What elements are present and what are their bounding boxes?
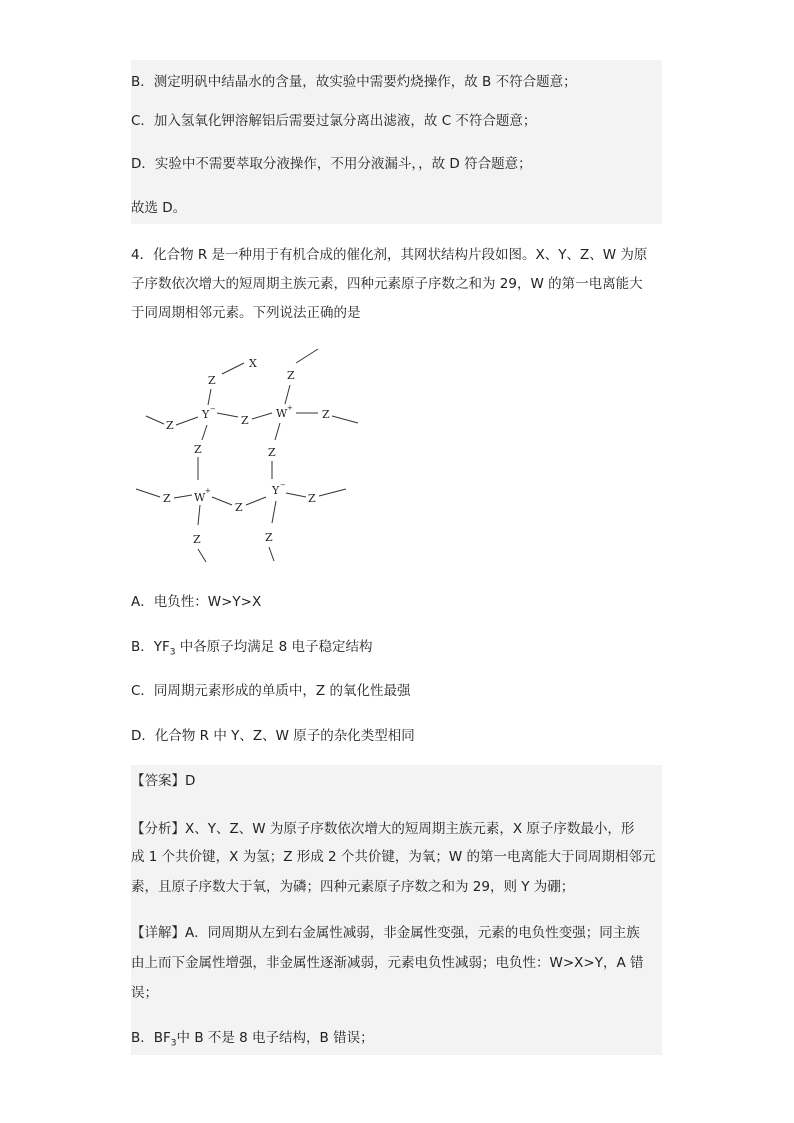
- charge-minus: −: [280, 481, 286, 489]
- bond: [202, 425, 207, 440]
- analysis-block: [131, 814, 662, 911]
- atom-y: Y: [202, 408, 210, 421]
- detail-line: 【详解】A．同周期从左到右金属性减弱，非金属性变强，元素的电负性变强；同主族: [131, 925, 640, 941]
- bond: [136, 489, 160, 497]
- explanation-line-c: C．加入氢氧化钾溶解铝后需要过氯分离出滤液，故 C 不符合题意；: [131, 105, 662, 142]
- detail-b-subscript: 3: [170, 1038, 177, 1049]
- detail-b-prefix: B．BF: [131, 1030, 171, 1046]
- bond: [212, 497, 232, 505]
- bond: [174, 495, 192, 498]
- atom-z: Z: [268, 446, 276, 459]
- atom-y: Y: [272, 484, 280, 497]
- explanation-conclusion: 故选 D。: [131, 190, 662, 224]
- analysis-line: 素，且原子序数大于氧，为磷；四种元素原子序数之和为 29，则 Y 为硼；: [131, 879, 575, 895]
- analysis-line: 成 1 个共价键，X 为氢；Z 形成 2 个共价键，为氧；W 的第一电离能大于同周期相邻元: [131, 849, 656, 865]
- detail-b-text: 中 B 不是 8 电子结构，B 错误；: [176, 1030, 374, 1046]
- atom-z: Z: [241, 414, 249, 427]
- detail-line: 由上而下金属性增强，非金属性逐渐减弱，元素电负性减弱；电负性：W>X>Y，A 错: [131, 955, 644, 971]
- answer-label: 【答案】D: [131, 765, 662, 814]
- bond: [275, 423, 280, 440]
- bond: [246, 497, 266, 505]
- bond: [217, 413, 238, 417]
- atom-z: Z: [166, 419, 174, 432]
- explanation-line-b: B．测定明矾中结晶水的含量，故实验中需要灼烧操作，故 B 不符合题意；: [131, 60, 662, 105]
- atom-z: Z: [193, 533, 201, 546]
- option-c: C．同周期元素形成的单质中，Z 的氧化性最强: [131, 683, 411, 699]
- option-b-text: 中各原子均满足 8 电子稳定结构: [175, 639, 373, 655]
- atom-x: X: [249, 357, 257, 370]
- atom-w: W: [194, 491, 206, 504]
- option-b: [131, 633, 662, 668]
- bond: [296, 349, 318, 363]
- detail-block: [131, 911, 662, 1025]
- detail-line: 误；: [131, 985, 158, 1001]
- detail-line-b: [131, 1025, 662, 1055]
- atom-z: Z: [265, 531, 273, 544]
- option-d: D．化合物 R 中 Y、Z、W 原子的杂化类型相同: [131, 728, 415, 744]
- bond: [286, 493, 306, 497]
- bond: [285, 385, 290, 404]
- charge-minus: −: [210, 405, 216, 413]
- bond: [272, 501, 276, 523]
- bond: [208, 389, 211, 405]
- atom-z: Z: [308, 492, 316, 505]
- bond: [222, 363, 244, 374]
- charge-plus: +: [205, 487, 211, 495]
- atom-z: Z: [235, 501, 243, 514]
- bond: [252, 413, 272, 419]
- question-stem-line: 子序数依次增大的短周期主族元素，四种元素原子序数之和为 29，W 的第一电离能大: [131, 276, 643, 292]
- question-stem-line: 于同周期相邻元素。下列说法正确的是: [131, 305, 361, 321]
- analysis-line: 【分析】X、Y、Z、W 为原子序数依次增大的短周期主族元素，X 原子序数最小，形: [131, 821, 635, 837]
- option-b-subscript: 3: [169, 647, 176, 658]
- bond: [198, 505, 200, 525]
- explanation-line-d: D．实验中不需要萃取分液操作，不用分液漏斗，，故 D 符合题意；: [131, 142, 662, 190]
- bond: [319, 489, 346, 496]
- bond: [176, 417, 198, 425]
- option-a: A．电负性：W>Y>X: [131, 594, 262, 610]
- bond: [146, 416, 164, 424]
- bond: [332, 416, 358, 423]
- atom-z: Z: [287, 369, 295, 382]
- question-stem-line: 4．化合物 R 是一种用于有机合成的催化剂，其网状结构片段如图。X、Y、Z、W 为原: [131, 247, 648, 263]
- question-stem: [131, 241, 662, 328]
- structure-diagram: [120, 345, 370, 565]
- bond: [269, 547, 274, 561]
- atom-z: Z: [163, 492, 171, 505]
- atom-w: W: [276, 407, 288, 420]
- atom-z: Z: [194, 443, 202, 456]
- bond: [198, 549, 206, 562]
- option-b-prefix: B．YF: [131, 639, 170, 655]
- charge-plus: +: [287, 404, 293, 412]
- atom-z: Z: [322, 408, 330, 421]
- atom-z: Z: [208, 374, 216, 387]
